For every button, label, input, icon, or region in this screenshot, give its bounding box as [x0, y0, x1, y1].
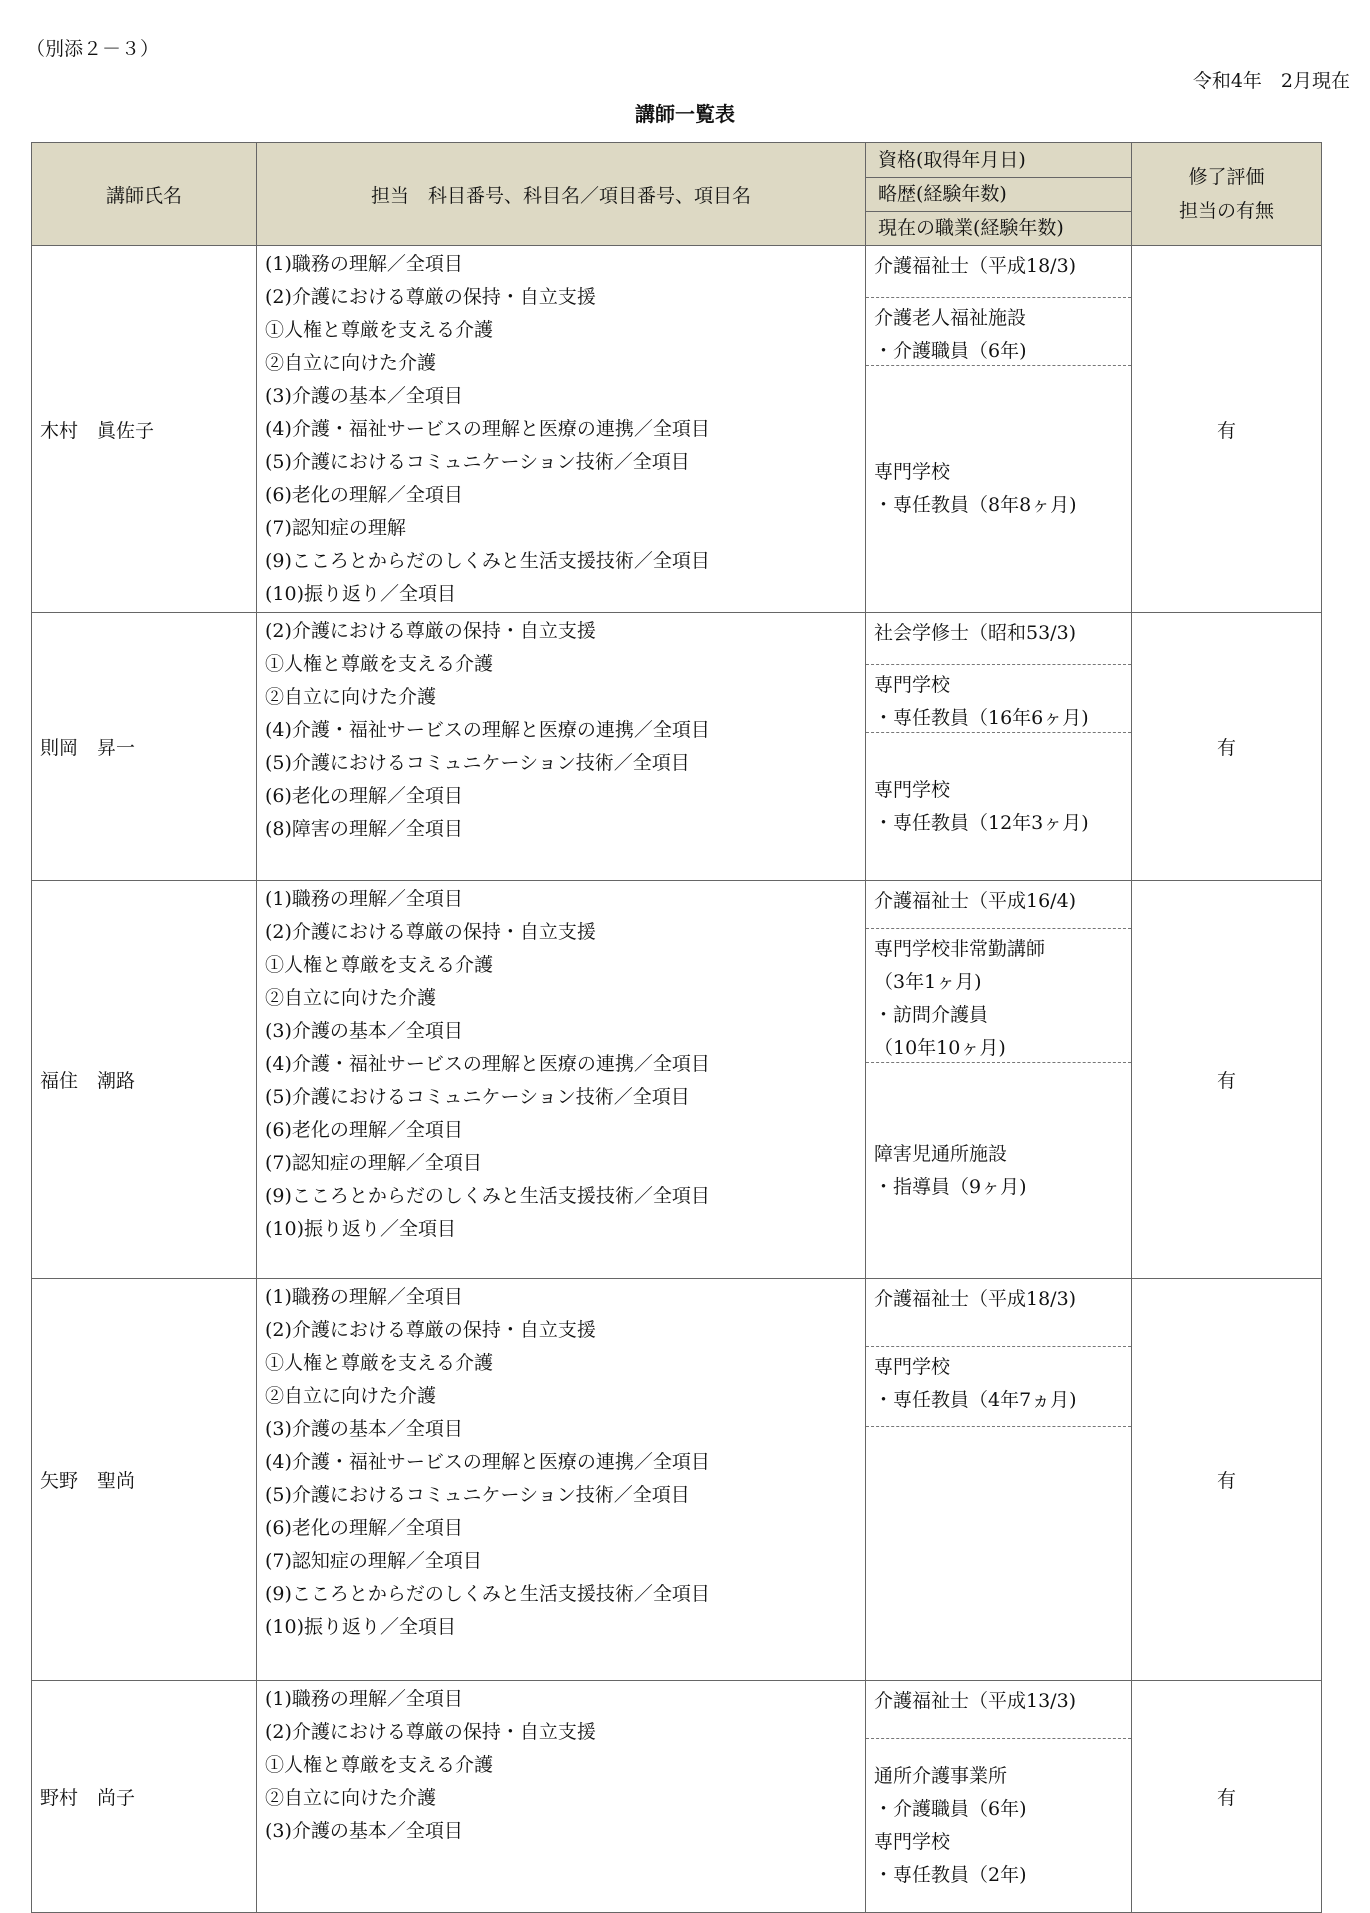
subject-list: [257, 881, 866, 1279]
subject-item: (7)認知症の理解／全項目: [265, 1152, 482, 1174]
subject-item: (2)介護における尊厳の保持・自立支援: [265, 620, 596, 642]
qualification-cell: [866, 881, 1132, 1279]
header-evaluation: [1132, 143, 1322, 246]
qualification-line: 専門学校: [874, 1356, 951, 1378]
qualification-line: ・訪問介護員: [874, 1004, 989, 1026]
subject-item: (6)老化の理解／全項目: [265, 1517, 463, 1539]
instructor-name: 矢野 聖尚: [32, 1279, 257, 1681]
subject-item: (10)振り返り／全項目: [265, 1616, 457, 1638]
subject-item: (1)職務の理解／全項目: [265, 253, 463, 275]
subject-item: (4)介護・福祉サービスの理解と医療の連携／全項目: [265, 418, 710, 440]
subject-item: (6)老化の理解／全項目: [265, 1119, 463, 1141]
subject-item: (3)介護の基本／全項目: [265, 1820, 463, 1842]
qualification-block: [866, 613, 1131, 665]
qualification-line: ・専任教員（12年3ヶ月): [874, 811, 1089, 834]
instructor-name: 野村 尚子: [32, 1681, 257, 1913]
subject-item: (2)介護における尊厳の保持・自立支援: [265, 1319, 596, 1341]
qualification-line: ・介護職員（6年): [874, 340, 1027, 362]
subject-item: ②自立に向けた介護: [265, 1385, 437, 1407]
subject-item: (4)介護・福祉サービスの理解と医療の連携／全項目: [265, 719, 710, 741]
subject-list: [257, 246, 866, 613]
qualification-line: 社会学修士（昭和53/3): [874, 622, 1077, 644]
subject-item: ①人権と尊厳を支える介護: [265, 1754, 494, 1776]
header-eval-line: 修了評価: [1188, 166, 1265, 188]
header-qual-line: 資格(取得年月日): [866, 144, 1131, 178]
qualification-cell: [866, 246, 1132, 613]
qualification-block: [866, 1347, 1131, 1427]
instructor-name: 木村 眞佐子: [32, 246, 257, 613]
qualification-line: 介護福祉士（平成18/3): [874, 255, 1077, 277]
qualification-line: （10年10ヶ月): [874, 1037, 1006, 1059]
subject-item: (10)振り返り／全項目: [265, 583, 457, 605]
subject-item: ②自立に向けた介護: [265, 987, 437, 1009]
instructor-table: [31, 142, 1322, 1913]
as-of-date: 令和4年 2月現在: [1192, 70, 1350, 92]
qualification-cell: [866, 613, 1132, 881]
subject-item: (4)介護・福祉サービスの理解と医療の連携／全項目: [265, 1451, 710, 1473]
header-name: 講師氏名: [32, 143, 257, 246]
subject-item: ②自立に向けた介護: [265, 686, 437, 708]
qualification-block: [866, 665, 1131, 733]
qualification-line: （3年1ヶ月): [874, 971, 982, 993]
qualification-cell: [866, 1279, 1132, 1681]
qualification-line: 介護老人福祉施設: [874, 307, 1027, 329]
subject-item: (5)介護におけるコミュニケーション技術／全項目: [265, 752, 690, 774]
subject-item: ①人権と尊厳を支える介護: [265, 954, 494, 976]
subject-item: ①人権と尊厳を支える介護: [265, 653, 494, 675]
subject-item: (1)職務の理解／全項目: [265, 1688, 463, 1710]
qualification-block: [866, 246, 1131, 298]
subject-item: (4)介護・福祉サービスの理解と医療の連携／全項目: [265, 1053, 710, 1075]
table-row: [32, 1279, 1322, 1681]
qualification-line: 専門学校: [874, 1830, 951, 1853]
subject-item: (5)介護におけるコミュニケーション技術／全項目: [265, 1086, 690, 1108]
qualification-line: 専門学校非常勤講師: [874, 938, 1046, 960]
subject-item: (9)こころとからだのしくみと生活支援技術／全項目: [265, 1583, 710, 1605]
table-row: [32, 881, 1322, 1279]
subject-item: ②自立に向けた介護: [265, 1787, 437, 1809]
subject-item: ②自立に向けた介護: [265, 352, 437, 374]
subject-item: (8)障害の理解／全項目: [265, 818, 463, 840]
subject-item: (6)老化の理解／全項目: [265, 484, 463, 506]
instructor-name: 福住 潮路: [32, 881, 257, 1279]
qualification-block: [866, 733, 1131, 880]
evaluation-flag: 有: [1132, 246, 1322, 613]
qualification-line: ・専任教員（16年6ヶ月): [874, 707, 1089, 729]
subject-list: [257, 613, 866, 881]
subject-item: ①人権と尊厳を支える介護: [265, 1352, 494, 1374]
qualification-block: [866, 1739, 1131, 1912]
qualification-block: [866, 1427, 1131, 1680]
subject-item: (9)こころとからだのしくみと生活支援技術／全項目: [265, 550, 710, 572]
qualification-line: ・専任教員（8年8ヶ月): [874, 494, 1077, 516]
header-qual-line: 現在の職業(経験年数): [878, 216, 1064, 239]
qualification-line: 障害児通所施設: [874, 1142, 1008, 1165]
subject-item: (1)職務の理解／全項目: [265, 1286, 463, 1308]
subject-item: (1)職務の理解／全項目: [265, 888, 463, 910]
qualification-line: 専門学校: [874, 778, 951, 801]
subject-item: (7)認知症の理解: [265, 517, 406, 539]
qualification-block: [866, 929, 1131, 1063]
subject-item: (2)介護における尊厳の保持・自立支援: [265, 921, 596, 943]
subject-item: (7)認知症の理解／全項目: [265, 1550, 482, 1572]
qualification-block: [866, 298, 1131, 366]
evaluation-flag: 有: [1132, 1681, 1322, 1913]
qualification-block: [866, 366, 1131, 612]
header-subjects: 担当 科目番号、科目名／項目番号、項目名: [257, 143, 866, 246]
subject-list: [257, 1681, 866, 1913]
instructor-name: 則岡 昇一: [32, 613, 257, 881]
evaluation-flag: 有: [1132, 613, 1322, 881]
subject-item: (5)介護におけるコミュニケーション技術／全項目: [265, 451, 690, 473]
subject-item: (10)振り返り／全項目: [265, 1218, 457, 1240]
qualification-line: 介護福祉士（平成18/3): [874, 1288, 1077, 1310]
qualification-line: 専門学校: [874, 461, 951, 483]
header-qualifications: [866, 143, 1132, 246]
subject-item: (6)老化の理解／全項目: [265, 785, 463, 807]
subject-item: (5)介護におけるコミュニケーション技術／全項目: [265, 1484, 690, 1506]
qualification-block: [866, 1063, 1131, 1278]
qualification-line: 通所介護事業所: [874, 1764, 1008, 1787]
subject-item: (3)介護の基本／全項目: [265, 1020, 463, 1042]
header-eval-line: 担当の有無: [1178, 200, 1274, 222]
evaluation-flag: 有: [1132, 1279, 1322, 1681]
subject-item: (2)介護における尊厳の保持・自立支援: [265, 1721, 596, 1743]
qualification-line: ・専任教員（2年): [874, 1863, 1027, 1886]
header-qual-line: 略歴(経験年数): [866, 178, 1131, 212]
qualification-line: 専門学校: [874, 674, 951, 696]
qualification-line: 介護福祉士（平成13/3): [874, 1690, 1077, 1712]
table-row: [32, 1681, 1322, 1913]
qualification-line: ・指導員（9ヶ月): [874, 1175, 1027, 1198]
table-row: [32, 613, 1322, 881]
subject-item: (3)介護の基本／全項目: [265, 1418, 463, 1440]
qualification-block: [866, 1279, 1131, 1347]
qualification-block: [866, 881, 1131, 929]
qualification-cell: [866, 1681, 1132, 1913]
subject-item: (2)介護における尊厳の保持・自立支援: [265, 286, 596, 308]
qualification-line: ・介護職員（6年): [874, 1797, 1027, 1820]
qualification-line: 介護福祉士（平成16/4): [874, 890, 1077, 912]
evaluation-flag: 有: [1132, 881, 1322, 1279]
subject-item: (3)介護の基本／全項目: [265, 385, 463, 407]
document-title: 講師一覧表: [635, 102, 735, 126]
subject-item: (9)こころとからだのしくみと生活支援技術／全項目: [265, 1185, 710, 1207]
subject-list: [257, 1279, 866, 1681]
subject-item: ①人権と尊厳を支える介護: [265, 319, 494, 341]
table-row: [32, 246, 1322, 613]
qualification-block: [866, 1681, 1131, 1739]
attachment-label: （別添２－３）: [26, 38, 160, 60]
qualification-line: ・専任教員（4年7ヵ月): [874, 1389, 1077, 1411]
header-row: [32, 143, 1322, 246]
